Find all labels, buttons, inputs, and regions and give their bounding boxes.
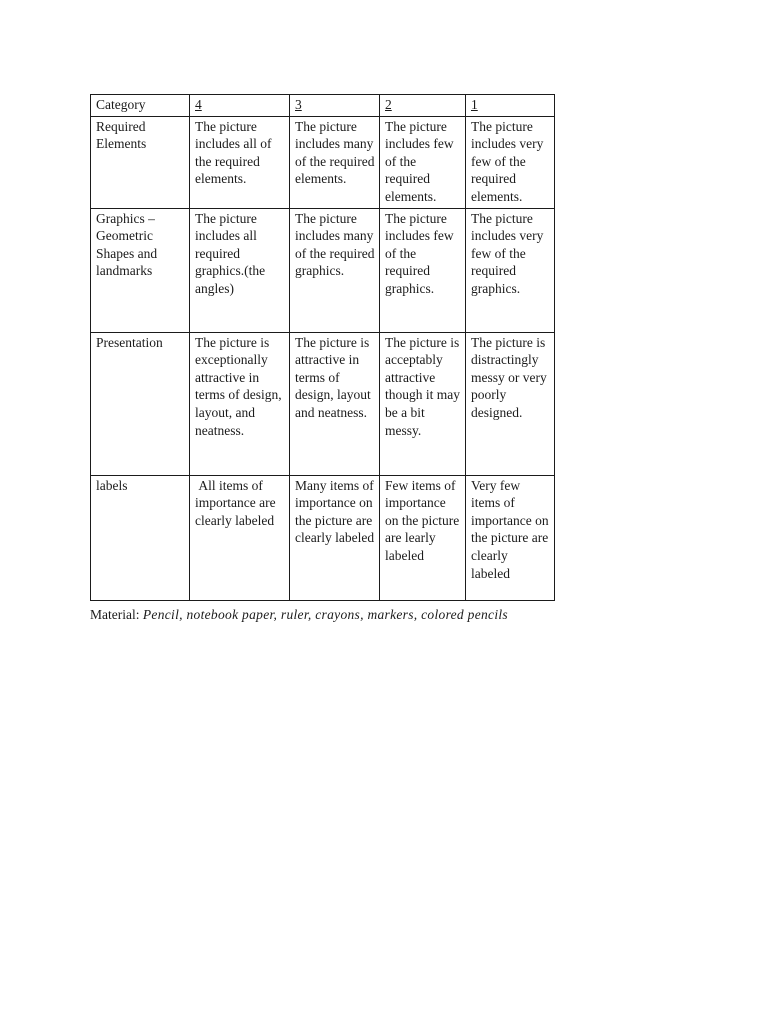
required-elements-score-4: The picture includes all of the required elements. — [190, 116, 290, 208]
header-score-3 — [290, 95, 380, 117]
presentation-score-3: The picture is attractive in terms of design, layout and neatness. — [290, 332, 380, 475]
required-elements-score-2: The picture includes few of the required elements. — [380, 116, 466, 208]
presentation-score-4: The picture is exceptionally attractive in terms of design, layout, and neatness. — [190, 332, 290, 475]
category-required-elements: Required Elements — [91, 116, 190, 208]
header-score-1 — [466, 95, 555, 117]
score-4-label: 4 — [195, 97, 202, 112]
labels-score-2: Few items of importance on the picture are learly labeled — [380, 475, 466, 600]
labels-score-3: Many items of importance on the picture are clearly labeled — [290, 475, 380, 600]
score-2-label: 2 — [385, 97, 392, 112]
rubric-content — [90, 94, 556, 624]
header-score-4 — [190, 95, 290, 117]
table-row-graphics — [91, 208, 555, 332]
table-row-labels — [91, 475, 555, 600]
graphics-score-2: The picture includes few of the required graphics. — [380, 208, 466, 332]
header-category: Category — [91, 95, 190, 117]
category-presentation: Presentation — [91, 332, 190, 475]
table-row-required-elements — [91, 116, 555, 208]
rubric-table — [90, 94, 555, 601]
labels-score-4: All items of importance are clearly labeled — [190, 475, 290, 600]
graphics-score-3: The picture includes many of the required graphics. — [290, 208, 380, 332]
required-elements-score-1: The picture includes very few of the required elements. — [466, 116, 555, 208]
category-graphics: Graphics – Geometric Shapes and landmarks — [91, 208, 190, 332]
presentation-score-2: The picture is acceptably attractive though it may be a bit messy. — [380, 332, 466, 475]
material-label: Material: — [90, 606, 143, 622]
required-elements-score-3: The picture includes many of the required elements. — [290, 116, 380, 208]
material-value: Pencil, notebook paper, ruler, crayons, markers, colored pencils — [142, 606, 508, 622]
graphics-score-1: The picture includes very few of the required graphics. — [466, 208, 555, 332]
presentation-score-1: The picture is distractingly messy or very poorly designed. — [466, 332, 555, 475]
category-labels: labels — [91, 475, 190, 600]
header-score-2 — [380, 95, 466, 117]
table-header-row — [91, 95, 555, 117]
material-line — [90, 606, 556, 624]
score-3-label: 3 — [295, 97, 302, 112]
labels-score-1: Very few items of importance on the picture are clearly labeled — [466, 475, 555, 600]
score-1-label: 1 — [471, 97, 478, 112]
table-row-presentation — [91, 332, 555, 475]
graphics-score-4: The picture includes all required graphics.(the angles) — [190, 208, 290, 332]
